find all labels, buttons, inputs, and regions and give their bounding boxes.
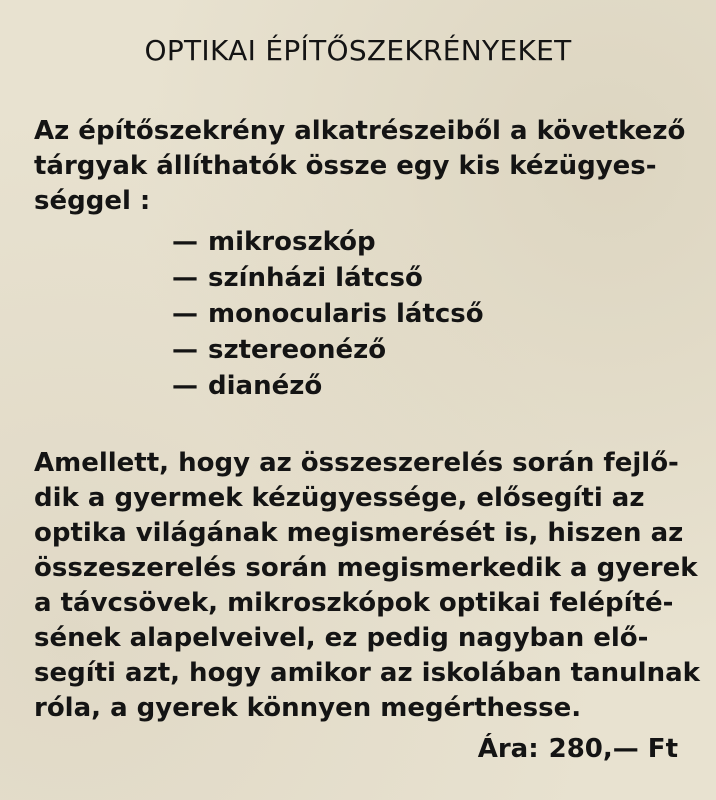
body-paragraph [34,446,700,726]
list-item-label: dianéző [208,371,323,401]
list-item-label: sztereonéző [208,335,387,365]
body-line: optika világának megismerését is, hiszen az [34,518,684,548]
body-line: segíti azt, hogy amikor az iskolában tanulnak [34,658,700,688]
list-dash: — [172,263,198,293]
body-line: dik a gyermek kézügyessége, elősegíti az [34,483,645,513]
body-line: összeszerelés során megismerkedik a gyerek [34,553,698,583]
intro-line: séggel : [34,186,151,216]
body-line: róla, a gyerek könnyen megérthesse. [34,693,582,723]
intro-line: tárgyak állíthatók össze egy kis kézügyes- [34,151,657,181]
list-dash: — [172,227,198,257]
list-dash: — [172,371,198,401]
list-dash: — [172,299,198,329]
list-item [172,224,484,260]
list-item-label: mikroszkóp [208,227,376,257]
list-item [172,260,484,296]
price-value: 280,— Ft [548,734,678,764]
price-line [478,734,678,764]
list-item [172,368,484,404]
body-line: sének alapelveivel, ez pedig nagyban elő- [34,623,649,653]
item-list [172,224,484,404]
list-item-label: színházi látcső [208,263,423,293]
intro-paragraph [34,114,684,219]
list-item [172,296,484,332]
body-line: Amellett, hogy az összeszerelés során fejlő- [34,448,679,478]
list-dash: — [172,335,198,365]
list-item [172,332,484,368]
intro-line: Az építőszekrény alkatrészeiből a következő [34,116,686,146]
list-item-label: monocularis látcső [208,299,484,329]
body-line: a távcsövek, mikroszkópok optikai felépíté- [34,588,674,618]
page-title: OPTIKAI ÉPÍTŐSZEKRÉNYEKET [144,34,572,67]
price-label: Ára: [477,734,539,764]
